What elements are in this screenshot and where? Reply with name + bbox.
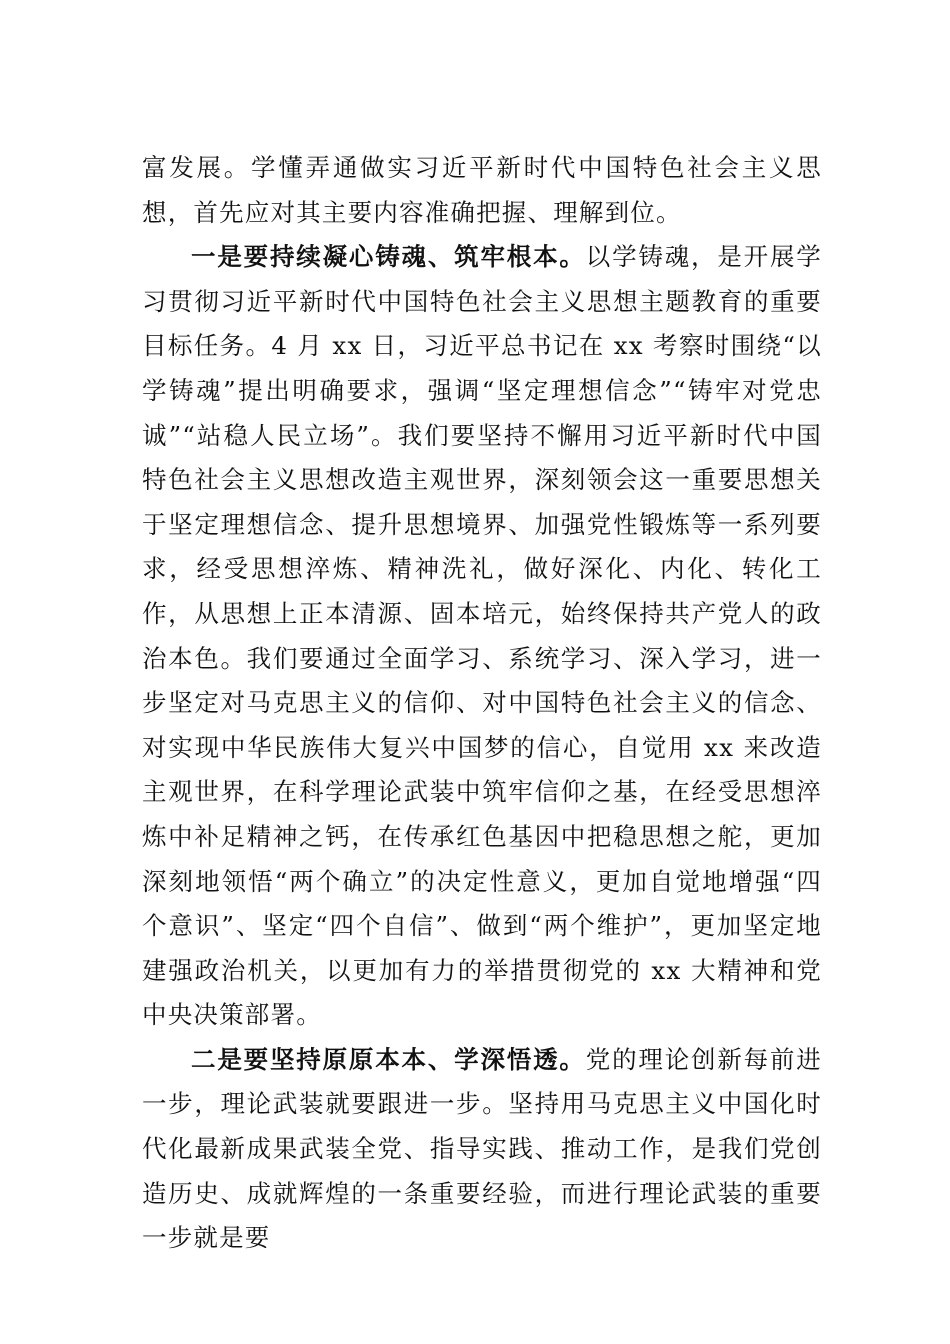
paragraph-text: 党的理论创新每前进一步，理论武装就要跟进一步。坚持用马克思主义中国化时代化最新成果武装全党、指导实践、推动工作，是我们党创造历史、成就辉煌的一条重要经验，而进行理论武装的重要一步就是要 (142, 1044, 822, 1253)
paragraph-lead-heading: 一是要持续凝心铸魂、筑牢根本。 (191, 242, 586, 272)
document-body (142, 146, 822, 1261)
paragraph-text: 富发展。学懂弄通做实习近平新时代中国特色社会主义思想，首先应对其主要内容准确把握、理解到位。 (142, 153, 822, 227)
paragraph-point-two (142, 1038, 822, 1261)
paragraph-intro (142, 146, 822, 235)
paragraph-text: 以学铸魂，是开展学习贯彻习近平新时代中国特色社会主义思想主题教育的重要目标任务。4 月 xx 日，习近平总书记在 xx 考察时围绕“以学铸魂”提出明确要求，强调“坚定理想信念”“铸牢对党忠诚”“站稳人民立场”。我们要坚持不懈用习近平新时代中国特色社会主义思想改造主观世界，深刻领会这一重要思想关于坚定理想信念、提升思想境界、加强党性锻炼等一系列要求，经受思想淬炼、精神洗礼，做好深化、内化、转化工作，从思想上正本清源、固本培元，始终保持共产党人的政治本色。我们要通过全面学习、系统学习、深入学习，进一步坚定对马克思主义的信仰、对中国特色社会主义的信念、对实现中华民族伟大复兴中国梦的信心，自觉用 xx 来改造主观世界，在科学理论武装中筑牢信仰之基，在经受思想淬炼中补足精神之钙，在传承红色基因中把稳思想之舵，更加深刻地领悟“两个确立”的决定性意义，更加自觉地增强“四个意识”、坚定“四个自信”、做到“两个维护”，更加坚定地建强政治机关，以更加有力的举措贯彻党的 xx 大精神和党中央决策部署。 (142, 242, 822, 1030)
paragraph-lead-heading: 二是要坚持原原本本、学深悟透。 (191, 1044, 586, 1074)
paragraph-point-one (142, 235, 822, 1038)
